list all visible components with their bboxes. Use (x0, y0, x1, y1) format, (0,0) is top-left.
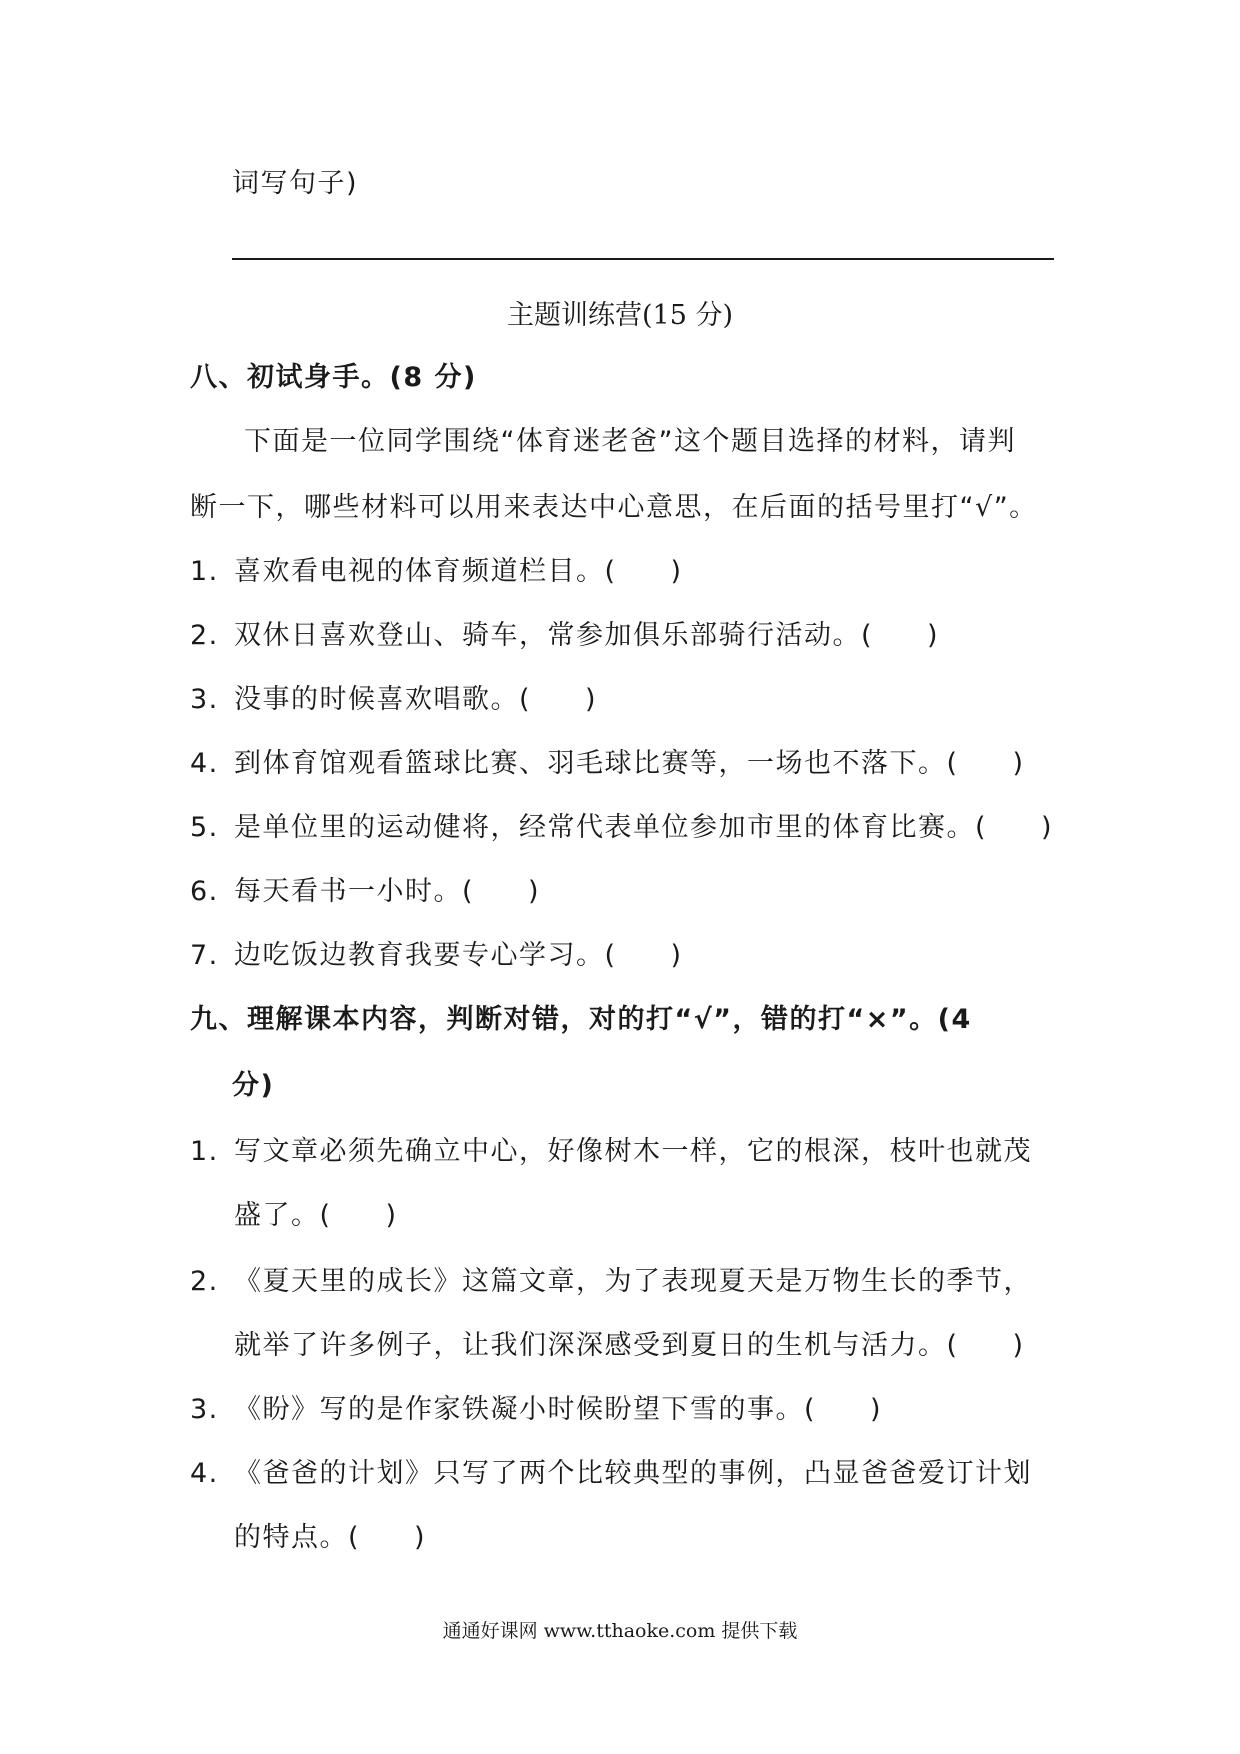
q9-item-2-cont (234, 1328, 1025, 1364)
q8-item-number: 4. (190, 748, 219, 779)
q8-item-text: 是单位里的运动健将，经常代表单位参加市里的体育比赛。( (234, 812, 988, 843)
q8-item-text: 双休日喜欢登山、骑车，常参加俱乐部骑行活动。( (234, 620, 874, 651)
q9-heading-line1: 九、理解课本内容，判断对错，对的打“√”，错的打“×”。(4 (190, 1004, 972, 1035)
q8-item-3 (190, 682, 597, 718)
q8-item-number: 6. (190, 876, 219, 907)
q8-item-text: 喜欢看电视的体育频道栏目。( (234, 556, 617, 587)
q8-item-text: 没事的时候喜欢唱歌。( (234, 684, 532, 715)
section-title: 主题训练营(15 分) (506, 300, 733, 331)
q8-item-number: 1. (190, 556, 219, 587)
q8-item-6 (190, 874, 540, 910)
q9-heading-line2: 分) (232, 1070, 275, 1101)
q9-item-3 (190, 1392, 882, 1428)
q9-item-number: 3. (190, 1394, 219, 1425)
q8-item-text: 到体育馆观看篮球比赛、羽毛球比赛等，一场也不落下。( (234, 748, 959, 779)
q8-item-5 (190, 810, 1053, 846)
close-paren: ) (585, 684, 598, 715)
q8-intro-line1: 下面是一位同学围绕“体育迷老爸”这个题目选择的材料，请判 (244, 426, 1016, 457)
q9-item-text: 就举了许多例子，让我们深深感受到夏日的生机与活力。( (234, 1330, 959, 1361)
q8-item-number: 3. (190, 684, 219, 715)
q8-item-text: 每天看书一小时。( (234, 876, 475, 907)
q9-item-1-cont (234, 1198, 398, 1234)
q8-item-number: 2. (190, 620, 219, 651)
close-paren: ) (1041, 812, 1054, 843)
q8-item-1 (190, 554, 683, 590)
close-paren: ) (870, 1394, 883, 1425)
q9-item-2 (190, 1264, 1032, 1300)
footer-download-notice: 通通好课网 www.tthaoke.com 提供下载 (442, 1620, 798, 1642)
q9-item-number: 4. (190, 1458, 219, 1489)
q8-item-2 (190, 618, 939, 654)
close-paren: ) (927, 620, 940, 651)
close-paren: ) (385, 1200, 398, 1231)
q9-item-4 (190, 1456, 1032, 1492)
answer-line (232, 258, 1054, 260)
continued-instruction-fragment: 词写句子) (232, 168, 359, 199)
q8-item-text: 边吃饭边教育我要专心学习。( (234, 940, 617, 971)
q9-item-number: 1. (190, 1136, 219, 1167)
q9-item-text: 《爸爸的计划》只写了两个比较典型的事例，凸显爸爸爱订计划 (234, 1458, 1032, 1489)
close-paren: ) (528, 876, 541, 907)
q8-item-number: 7. (190, 940, 219, 971)
q8-heading: 八、初试身手。(8 分) (190, 362, 477, 393)
q8-intro-line2: 断一下，哪些材料可以用来表达中心意思，在后面的括号里打“√”。 (190, 492, 1038, 523)
close-paren: ) (670, 940, 683, 971)
q9-item-4-cont (234, 1520, 426, 1556)
q9-item-text: 写文章必须先确立中心，好像树木一样，它的根深，枝叶也就茂 (234, 1136, 1032, 1167)
q9-item-1 (190, 1134, 1032, 1170)
q8-item-number: 5. (190, 812, 219, 843)
q9-item-text: 的特点。( (234, 1522, 361, 1553)
q8-item-4 (190, 746, 1025, 782)
close-paren: ) (1012, 1330, 1025, 1361)
q9-item-text: 《盼》写的是作家铁凝小时候盼望下雪的事。( (234, 1394, 817, 1425)
close-paren: ) (414, 1522, 427, 1553)
q8-item-7 (190, 938, 683, 974)
close-paren: ) (670, 556, 683, 587)
q9-item-number: 2. (190, 1266, 219, 1297)
q9-item-text: 《夏天里的成长》这篇文章，为了表现夏天是万物生长的季节， (234, 1266, 1032, 1297)
q9-item-text: 盛了。( (234, 1200, 332, 1231)
close-paren: ) (1012, 748, 1025, 779)
